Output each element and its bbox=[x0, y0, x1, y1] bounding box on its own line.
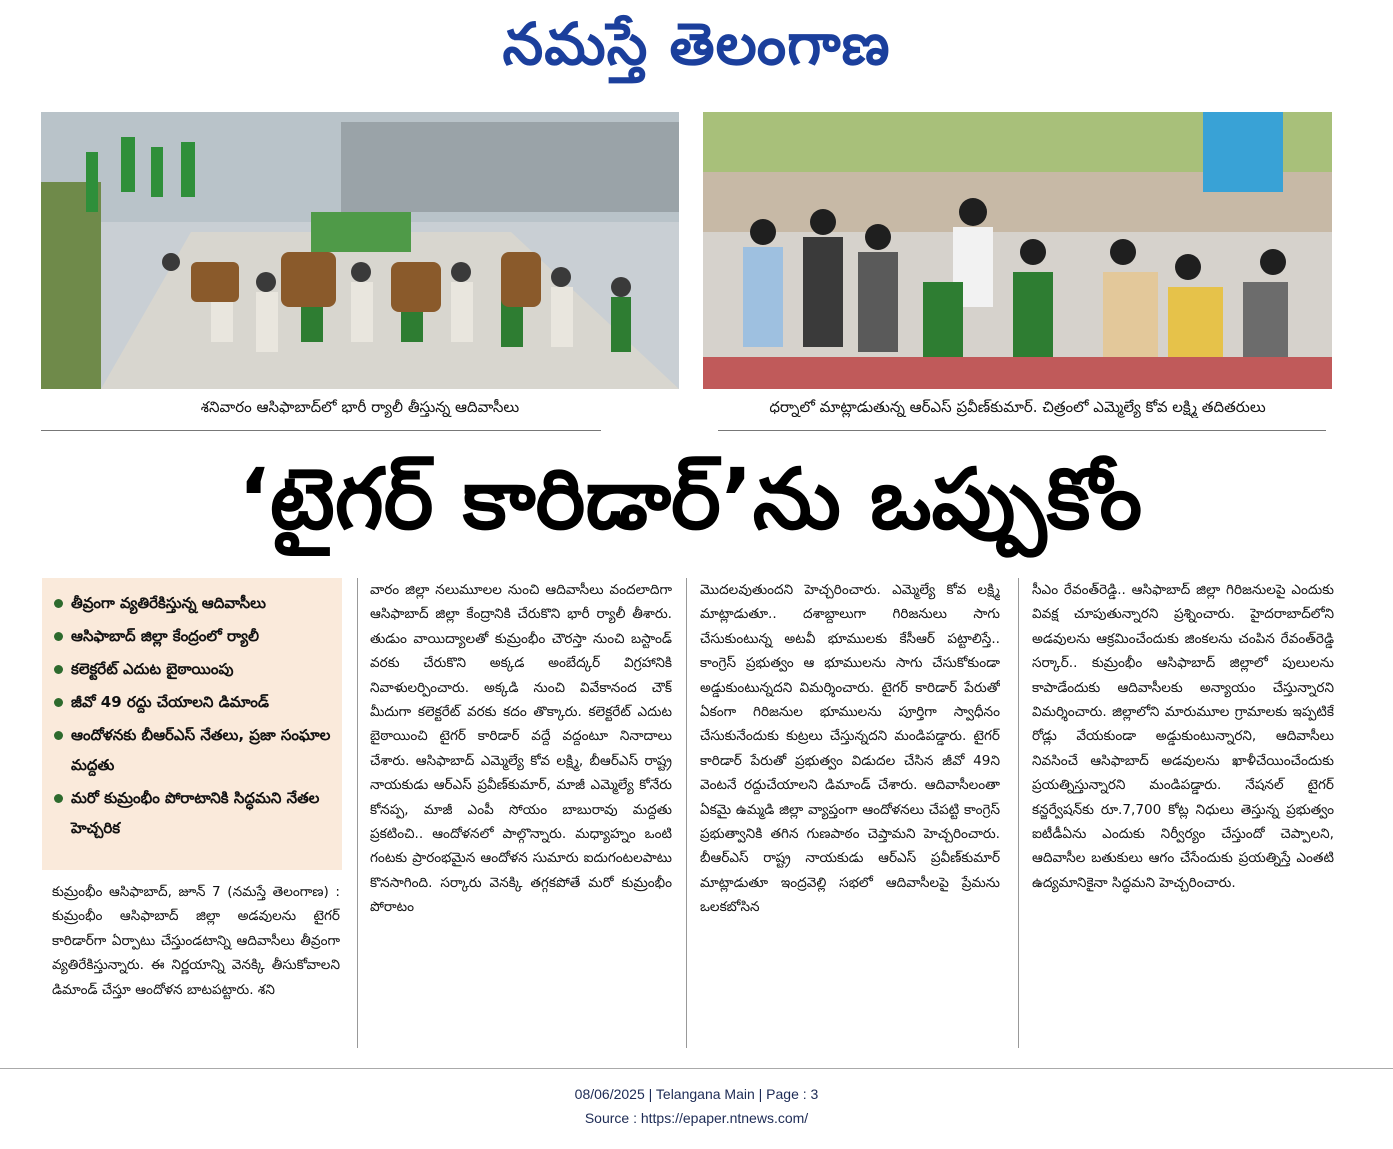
highlight-item bbox=[54, 588, 332, 618]
bullet-icon bbox=[54, 731, 63, 740]
highlight-text: జీవో 49 రద్దు చేయాలని డిమాండ్‌ bbox=[71, 693, 270, 711]
article-paragraph: కుమ్రంభీం ఆసిఫాబాద్‌, జూన్‌ 7 (నమస్తే తెలంగాణ) : కుమ్రంభీం ఆసిఫాబాద్‌ జిల్లా అడవులను టైగర్‌ కారిడార్‌గా ఏర్పాటు చేస్తుండటాన్ని ఆదివాసీలు తీవ్రంగా వ్యతిరేకిస్తున్నారు. ఈ నిర్ణయాన్ని వెనక్కి తీసుకోవాలని డిమాండ్‌ చేస్తూ ఆందోళన బాటపట్టారు. శని bbox=[52, 884, 340, 998]
highlight-item bbox=[54, 654, 332, 684]
bullet-icon bbox=[54, 632, 63, 641]
bullet-icon bbox=[54, 698, 63, 707]
column-divider bbox=[1018, 578, 1019, 1048]
highlight-item bbox=[54, 687, 332, 717]
column-divider bbox=[686, 578, 687, 1048]
article-column-3 bbox=[700, 578, 1000, 1048]
highlight-item bbox=[54, 621, 332, 651]
highlight-text: ఆందోళనకు బీఆర్‌ఎస్‌ నేతలు, ప్రజా సంఘాల మద్దతు bbox=[71, 726, 331, 774]
masthead-logo: నమస్తే తెలంగాణ bbox=[502, 10, 891, 78]
highlight-text: ఆసిఫాబాద్‌ జిల్లా కేంద్రంలో ర్యాలీ bbox=[71, 627, 259, 645]
footer-source-line: Source : https://epaper.ntnews.com/ bbox=[584, 1110, 809, 1126]
article-paragraph: సీఎం రేవంత్‌రెడ్డి.. ఆసిఫాబాద్‌ జిల్లా గిరిజనులపై ఎందుకు వివక్ష చూపుతున్నారని ప్రశ్నించారు. హైదరాబాద్‌లోని అడవులను ఆక్రమించేందుకు జింకలను చంపిన రేవంత్‌రెడ్డి సర్కార్‌.. కుమ్రంభీం ఆసిఫాబాద్‌ జిల్లాలో పులులను కాపాడేందుకు ఆదివాసీలకు అన్యాయం చేస్తున్నారని విమర్శించారు. జిల్లాలోని మారుమూల గ్రామాలకు ఇప్పటికే రోడ్లు వేయకుండా అడ్డుకుంటున్నారని, ఆదివాసీలు నివసించే ఆసిఫాబాద్‌ అడవులను ఖాళీచేయించేందుకు ప్రయత్నిస్తున్నారని మండిపడ్డారు. నేషనల్‌ టైగర్‌ కన్జర్వేషన్‌కు రూ.7,700 కోట్ల నిధులు తెస్తున్న ప్రభుత్వం ఐటీడీఏను ఎందుకు నిర్వీర్యం చేస్తుందో చెప్పాలని, ఆదివాసీల బతుకులు ఆగం చేసేందుకు ప్రయత్నిస్తే ఎంతటి ఉద్యమానికైనా సిద్ధమని హెచ్చరించారు. bbox=[1032, 582, 1334, 891]
caption-underline-right bbox=[718, 430, 1326, 431]
highlight-item bbox=[54, 783, 332, 843]
article-paragraph: వారం జిల్లా నలుమూలల నుంచి ఆదివాసీలు వందలాదిగా ఆసిఫాబాద్‌ జిల్లా కేంద్రానికి చేరుకొని భారీ ర్యాలీ తీశారు. తుడుం వాయిద్యాలతో కుమ్రంభీం చౌరస్తా నుంచి బస్టాండ్‌ వరకు చేరుకొని అక్కడ అంబేద్కర్‌ విగ్రహానికి నివాళులర్పించారు. అక్కడి నుంచి వివేకానంద చౌక్‌ మీదుగా కలెక్టరేట్‌ వరకు కదం తొక్కారు. కలెక్టరేట్‌ ఎదుట బైఠాయించి టైగర్‌ కారిడార్‌ వద్దే వద్దంటూ నినాదాలు చేశారు. ఆసిఫాబాద్‌ ఎమ్మెల్యే కోవ లక్ష్మి, బీఆర్‌ఎస్‌ రాష్ట్ర నాయకుడు ఆర్‌ఎస్‌ ప్రవీణ్‌కుమార్‌, మాజీ ఎమ్మెల్యే కోనేరు కోనప్ప, మాజీ ఎంపీ సోయం బాబురావు మద్దతు ప్రకటించి.. ఆందోళనలో పాల్గొన్నారు. మధ్యాహ్నం ఒంటి గంటకు ప్రారంభమైన ఆందోళన సుమారు ఐదుగంటలపాటు కొనసాగింది. సర్కారు వెనక్కి తగ్గకపోతే మరో కుమ్రంభీం పోరాటం bbox=[370, 582, 672, 916]
article-column-1 bbox=[52, 880, 340, 1050]
rally-photo-caption: శనివారం ఆసిఫాబాద్‌లో భారీ ర్యాలీ తీస్తున్న ఆదివాసీలు bbox=[200, 398, 520, 416]
highlight-text: కలెక్టరేట్‌ ఎదుట బైఠాయింపు bbox=[71, 660, 234, 678]
caption-underline-left bbox=[41, 430, 601, 431]
bullet-icon bbox=[54, 794, 63, 803]
dharna-photo-caption: ధర్నాలో మాట్లాడుతున్న ఆర్‌ఎస్‌ ప్రవీణ్‌కుమార్‌. చిత్రంలో ఎమ్మెల్యే కోవ లక్ష్మి తదితరులు bbox=[769, 398, 1266, 416]
highlights-box bbox=[42, 578, 342, 870]
article-column-2 bbox=[370, 578, 672, 1048]
dharna-photo bbox=[703, 112, 1332, 389]
article-paragraph: మొదలవుతుందని హెచ్చరించారు. ఎమ్మెల్యే కోవ లక్ష్మి మాట్లాడుతూ.. దశాబ్దాలుగా గిరిజనులు సాగు చేసుకుంటున్న అటవీ భూములకు కేసీఆర్‌ పట్టాలిస్తే.. కాంగ్రెస్‌ ప్రభుత్వం ఆ భూములను సాగు చేసుకోకుండా అడ్డుకుంటున్నదని విమర్శించారు. టైగర్‌ కారిడార్‌ పేరుతో ఏకంగా గిరిజనుల భూములను పూర్తిగా స్వాధీనం చేసుకునేందుకు కుట్రలు చేస్తున్నదని మండిపడ్డారు. టైగర్‌ కారిడార్‌ పేరుతో ప్రభుత్వం విడుదల చేసిన జీవో 49ని వెంటనే రద్దుచేయాలని డిమాండ్‌ చేశారు. ఆదివాసీలంతా ఏకమై ఉమ్మడి జిల్లా వ్యాప్తంగా ఆందోళనలు చేపట్టి కాంగ్రెస్‌ ప్రభుత్వానికి తగిన గుణపాఠం చెప్తామని హెచ్చరించారు. బీఆర్‌ఎస్‌ రాష్ట్ర నాయకుడు ఆర్‌ఎస్‌ ప్రవీణ్‌కుమార్‌ మాట్లాడుతూ ఇంద్రవెల్లి సభలో ఆదివాసీలపై ప్రేమను ఒలకబోసిన bbox=[700, 582, 1000, 916]
article-headline: ‘టైగర్‌ కారిడార్‌’ను ఒప్పుకోం bbox=[237, 450, 1143, 548]
highlight-text: తీవ్రంగా వ్యతిరేకిస్తున్న ఆదివాసీలు bbox=[71, 594, 266, 612]
footer-divider bbox=[0, 1068, 1393, 1069]
highlight-item bbox=[54, 720, 332, 780]
footer-edition-line: 08/06/2025 | Telangana Main | Page : 3 bbox=[574, 1086, 819, 1102]
bullet-icon bbox=[54, 599, 63, 608]
article-column-4 bbox=[1032, 578, 1334, 1048]
highlight-text: మరో కుమ్రంభీం పోరాటానికి సిద్ధమని నేతల హెచ్చరిక bbox=[71, 789, 320, 837]
bullet-icon bbox=[54, 665, 63, 674]
column-divider bbox=[357, 578, 358, 1048]
rally-photo bbox=[41, 112, 679, 389]
